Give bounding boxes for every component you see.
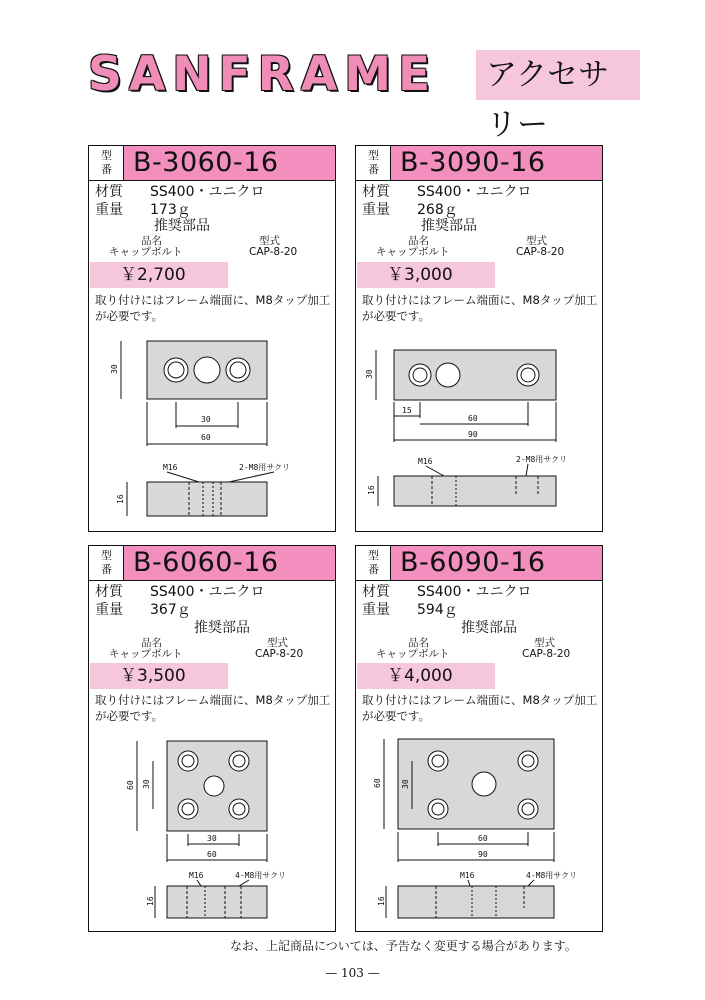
subtitle-box: [476, 50, 640, 143]
dim-offset: 15: [402, 406, 412, 415]
part-type-label: 型式: [526, 235, 547, 247]
model-number-label: 型 番: [356, 546, 391, 580]
model-number-label: 型 番: [89, 146, 124, 180]
dim-pitch-vertical: 30: [401, 779, 410, 789]
price: ￥3,500: [120, 666, 186, 686]
brand-logo: SANFRAME: [88, 47, 438, 102]
recommended-parts: 推奨部品: [154, 218, 210, 234]
model-number: B-3060-16: [133, 147, 279, 178]
technical-drawing: [356, 146, 602, 531]
recommended-parts: 推奨部品: [421, 218, 477, 234]
dim-counterbore: 2-M8用サクリ: [239, 463, 290, 472]
price: ￥2,700: [120, 265, 186, 285]
technical-drawing: [89, 146, 335, 531]
dim-thickness: 16: [116, 494, 125, 504]
part-name-label: 品名: [141, 637, 162, 649]
dim-counterbore: 4-M8用サクリ: [235, 871, 286, 880]
dim-height: 60: [126, 780, 135, 790]
technical-drawing: [89, 546, 335, 931]
part-type-label: 型式: [534, 637, 555, 649]
model-number-label: 型 番: [89, 546, 124, 580]
part-name-label: 品名: [141, 235, 162, 247]
part-type: CAP-8-20: [249, 246, 298, 258]
material-row: 材質 SS400・ユニクロ: [95, 584, 265, 600]
material-row: 材質 SS400・ユニクロ: [362, 584, 532, 600]
installation-note: 取り付けにはフレーム端面に、M8タップ加工が必要です。: [362, 293, 598, 323]
installation-note: 取り付けにはフレーム端面に、M8タップ加工が必要です。: [95, 693, 331, 723]
dim-counterbore: 4-M8用サクリ: [526, 871, 577, 880]
part-type: CAP-8-20: [516, 246, 565, 258]
material-row: 材質 SS400・ユニクロ: [95, 184, 265, 200]
material-row: 材質 SS400・ユニクロ: [362, 184, 532, 200]
dim-m16: M16: [460, 871, 475, 880]
model-number: B-3090-16: [400, 147, 546, 178]
product-card-b3090: [355, 145, 603, 532]
product-card-b3060: [88, 145, 336, 532]
dim-thickness: 16: [367, 485, 376, 495]
price: ￥3,000: [387, 265, 453, 285]
dim-counterbore: 2-M8用サクリ: [516, 455, 567, 464]
dim-m16: M16: [163, 463, 178, 472]
dim-width: 90: [478, 850, 488, 859]
part-type-label: 型式: [259, 235, 280, 247]
change-notice: なお、上記商品については、予告なく変更する場合があります。: [230, 939, 577, 953]
dim-pitch: 30: [201, 415, 211, 424]
dim-pitch: 30: [207, 834, 217, 843]
dim-height: 30: [365, 369, 374, 379]
dim-thickness: 16: [146, 896, 155, 906]
technical-drawing: [356, 546, 602, 931]
part-type-label: 型式: [267, 637, 288, 649]
part-type: CAP-8-20: [522, 648, 571, 660]
dim-height: 60: [373, 778, 382, 788]
dim-width: 60: [207, 850, 217, 859]
page-header: [88, 47, 640, 143]
part-name: キャップボルト: [376, 246, 450, 258]
part-name: キャップボルト: [109, 648, 183, 660]
dim-thickness: 16: [377, 896, 386, 906]
weight-row: 重量 367ｇ: [95, 602, 191, 618]
installation-note: 取り付けにはフレーム端面に、M8タップ加工が必要です。: [362, 693, 598, 723]
weight-row: 重量 268ｇ: [362, 202, 458, 218]
model-number-label: 型 番: [356, 146, 391, 180]
part-name: キャップボルト: [109, 246, 183, 258]
part-type: CAP-8-20: [255, 648, 304, 660]
recommended-parts: 推奨部品: [461, 620, 517, 636]
part-name: キャップボルト: [376, 648, 450, 660]
product-card-b6090: [355, 545, 603, 932]
part-name-label: 品名: [408, 637, 429, 649]
page-number: — 103 —: [325, 966, 380, 980]
dim-pitch: 60: [478, 834, 488, 843]
dim-width: 90: [468, 430, 478, 439]
dim-m16: M16: [189, 871, 204, 880]
page-subtitle: アクセサリー: [486, 57, 610, 143]
product-card-b6060: [88, 545, 336, 932]
dim-pitch: 60: [468, 414, 478, 423]
weight-row: 重量 173ｇ: [95, 202, 191, 218]
installation-note: 取り付けにはフレーム端面に、M8タップ加工が必要です。: [95, 293, 331, 323]
model-number: B-6090-16: [400, 547, 546, 578]
dim-height: 30: [110, 364, 119, 374]
part-name-label: 品名: [408, 235, 429, 247]
dim-width: 60: [201, 433, 211, 442]
recommended-parts: 推奨部品: [194, 620, 250, 636]
weight-row: 重量 594ｇ: [362, 602, 458, 618]
model-number: B-6060-16: [133, 547, 279, 578]
dim-pitch-vertical: 30: [142, 779, 151, 789]
dim-m16: M16: [418, 457, 433, 466]
price: ￥4,000: [387, 666, 453, 686]
